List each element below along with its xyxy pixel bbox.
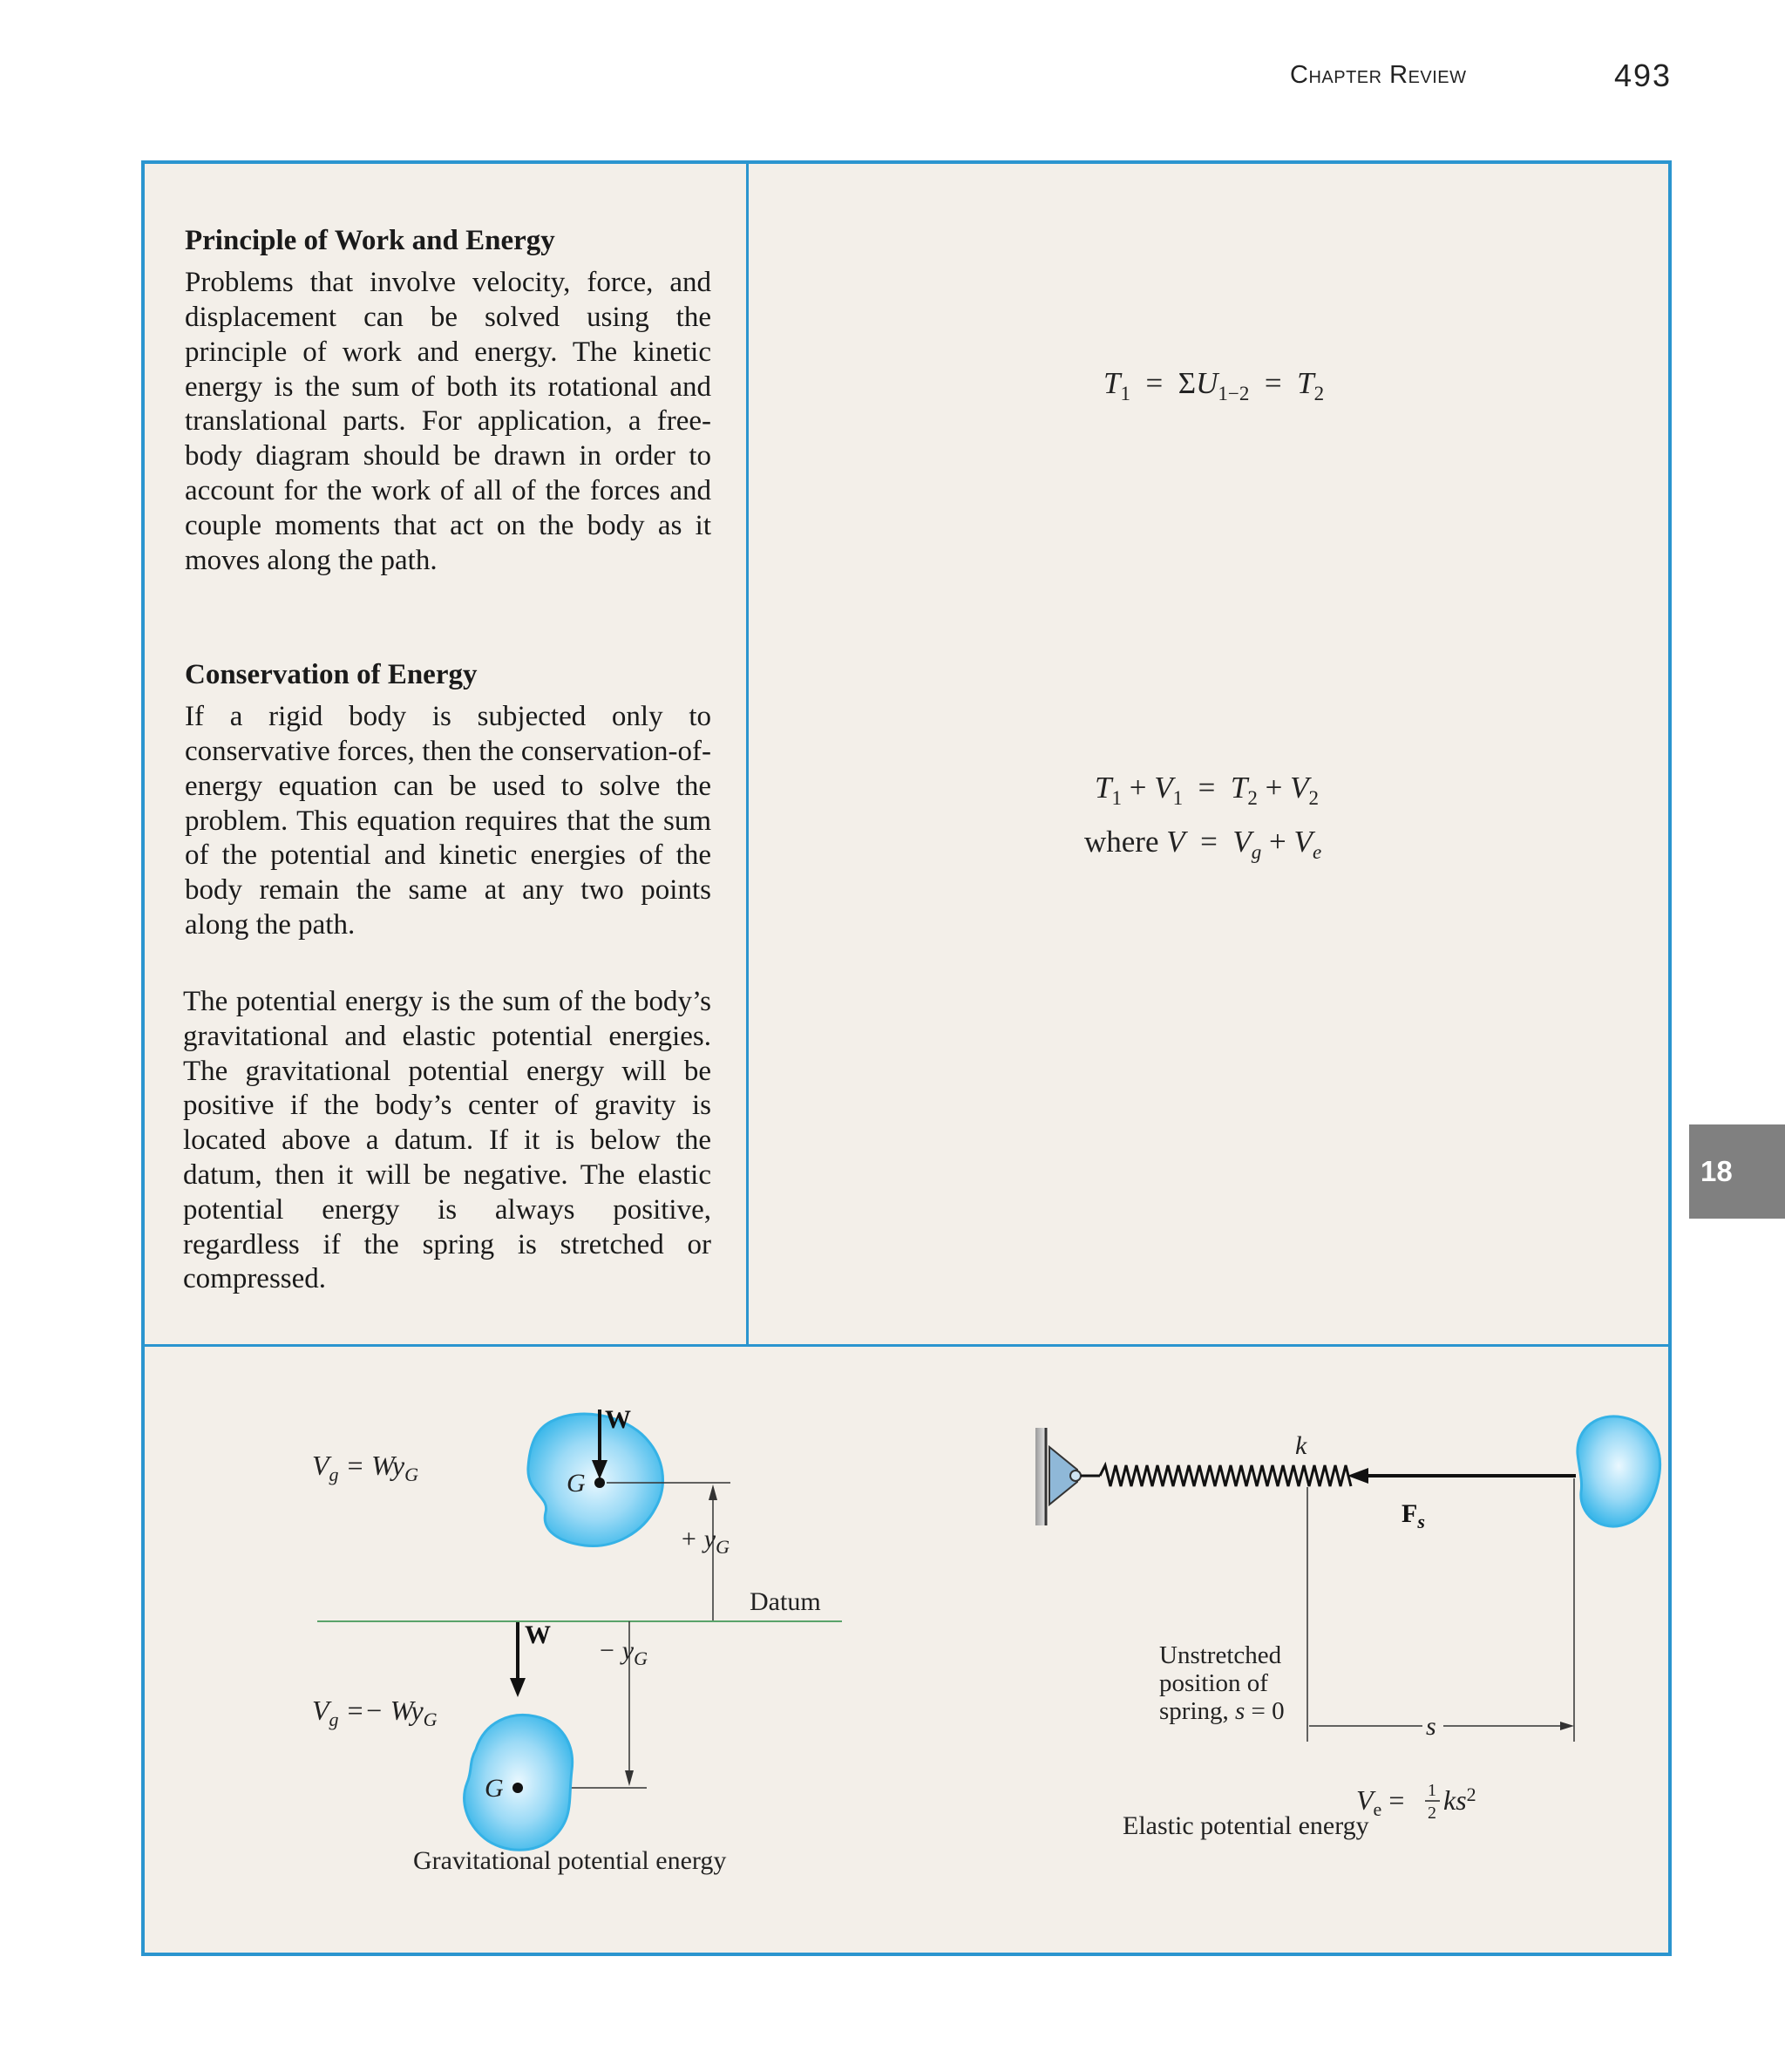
upper-center-dot: [594, 1478, 605, 1488]
stretch-label: s: [1426, 1712, 1436, 1741]
unstretched-label-line-3: spring, s = 0: [1159, 1697, 1285, 1725]
upper-center-label: G: [567, 1469, 586, 1498]
unstretched-label-line-1: Unstretched: [1159, 1641, 1282, 1669]
elastic-equation-fraction-denominator: 2: [1428, 1804, 1436, 1823]
running-head: Chapter Review: [1290, 61, 1467, 89]
chapter-review-box: [141, 160, 1672, 1956]
gravitational-figure: [145, 1347, 825, 1887]
section-heading: Conservation of Energy: [185, 659, 478, 690]
lower-weight-label: W: [525, 1620, 551, 1649]
upper-vg-equation: $V_g = Wy_G$: [312, 1450, 418, 1485]
bracket-pin: [1070, 1471, 1081, 1481]
lower-center-label: G: [485, 1774, 504, 1803]
elastic-equation-fraction-numerator: 1: [1428, 1781, 1436, 1800]
elastic-figure: [842, 1402, 1661, 1823]
section-body: If a rigid body is subjected only to conservative forces, then the conservation-of-energy equation can be used to solve the problem. This equation requires that the sum of the potential and kinetic energies of the body remain the same at any two points along the path.: [185, 701, 711, 941]
attached-body-blob: [1578, 1416, 1660, 1526]
section-body: The potential energy is the sum of the body’s gravitational and elastic potential energies. The gravitational potential energy will be positive if the body’s center of gravity is located above a datum. If it is below the datum, then it will be negative. The elastic potential energy is always positive, regardless if the spring is stretched or compressed.: [183, 986, 711, 1295]
chapter-tab[interactable]: 18: [1689, 1124, 1785, 1219]
lower-center-dot: [512, 1783, 523, 1793]
stiffness-label: k: [1295, 1431, 1307, 1460]
page-number: 493: [1614, 58, 1673, 93]
gravitational-caption: Gravitational potential energy: [413, 1846, 727, 1875]
stretch-dimension-arrowhead: [1560, 1722, 1574, 1730]
potential-energy-section: [183, 985, 711, 1297]
datum-label: Datum: [750, 1587, 821, 1616]
minus-y-arrowhead: [625, 1770, 634, 1786]
wall: [1035, 1428, 1046, 1525]
work-energy-section: [185, 223, 711, 578]
lower-weight-arrowhead: [510, 1678, 526, 1697]
lower-body-blob: [465, 1715, 573, 1851]
plus-y-arrowhead: [709, 1484, 717, 1500]
section-heading: Principle of Work and Energy: [185, 225, 555, 256]
elastic-caption: Elastic potential energy: [1123, 1811, 1369, 1840]
elastic-equation-term: $ks^2$: [1443, 1783, 1476, 1816]
plus-y-label: + $y_G$: [680, 1525, 730, 1558]
spring-coil: [1100, 1465, 1351, 1486]
conservation-equation: $T_1 + V_1 = T_2 + V_2$: [1095, 771, 1319, 809]
unstretched-label-line-2: position of: [1159, 1669, 1268, 1697]
minus-y-label: − $y_G$: [598, 1636, 648, 1669]
spring-force-label: $F_s$: [1402, 1499, 1425, 1532]
work-energy-equation: $T_1 = \Sigma U_{1-2} = T_2$: [1103, 366, 1325, 404]
potential-definition-equation: where $V = V_g + V_e$: [1084, 825, 1322, 863]
section-body: Problems that involve velocity, force, and displacement can be solved using the principle of work and energy. The kinetic energy is the sum of both its rotational and translational parts. For application, a free-body diagram should be drawn in order to account for the work of all of the forces and couple moments that act on the body as it moves along the path.: [185, 267, 711, 576]
column-divider: [746, 164, 749, 1344]
lower-vg-equation: $V_g =- Wy_G$: [312, 1695, 438, 1730]
elastic-equation: $V_e$ =: [1356, 1784, 1405, 1820]
conservation-section: [185, 657, 711, 943]
upper-weight-label: W: [605, 1405, 631, 1434]
